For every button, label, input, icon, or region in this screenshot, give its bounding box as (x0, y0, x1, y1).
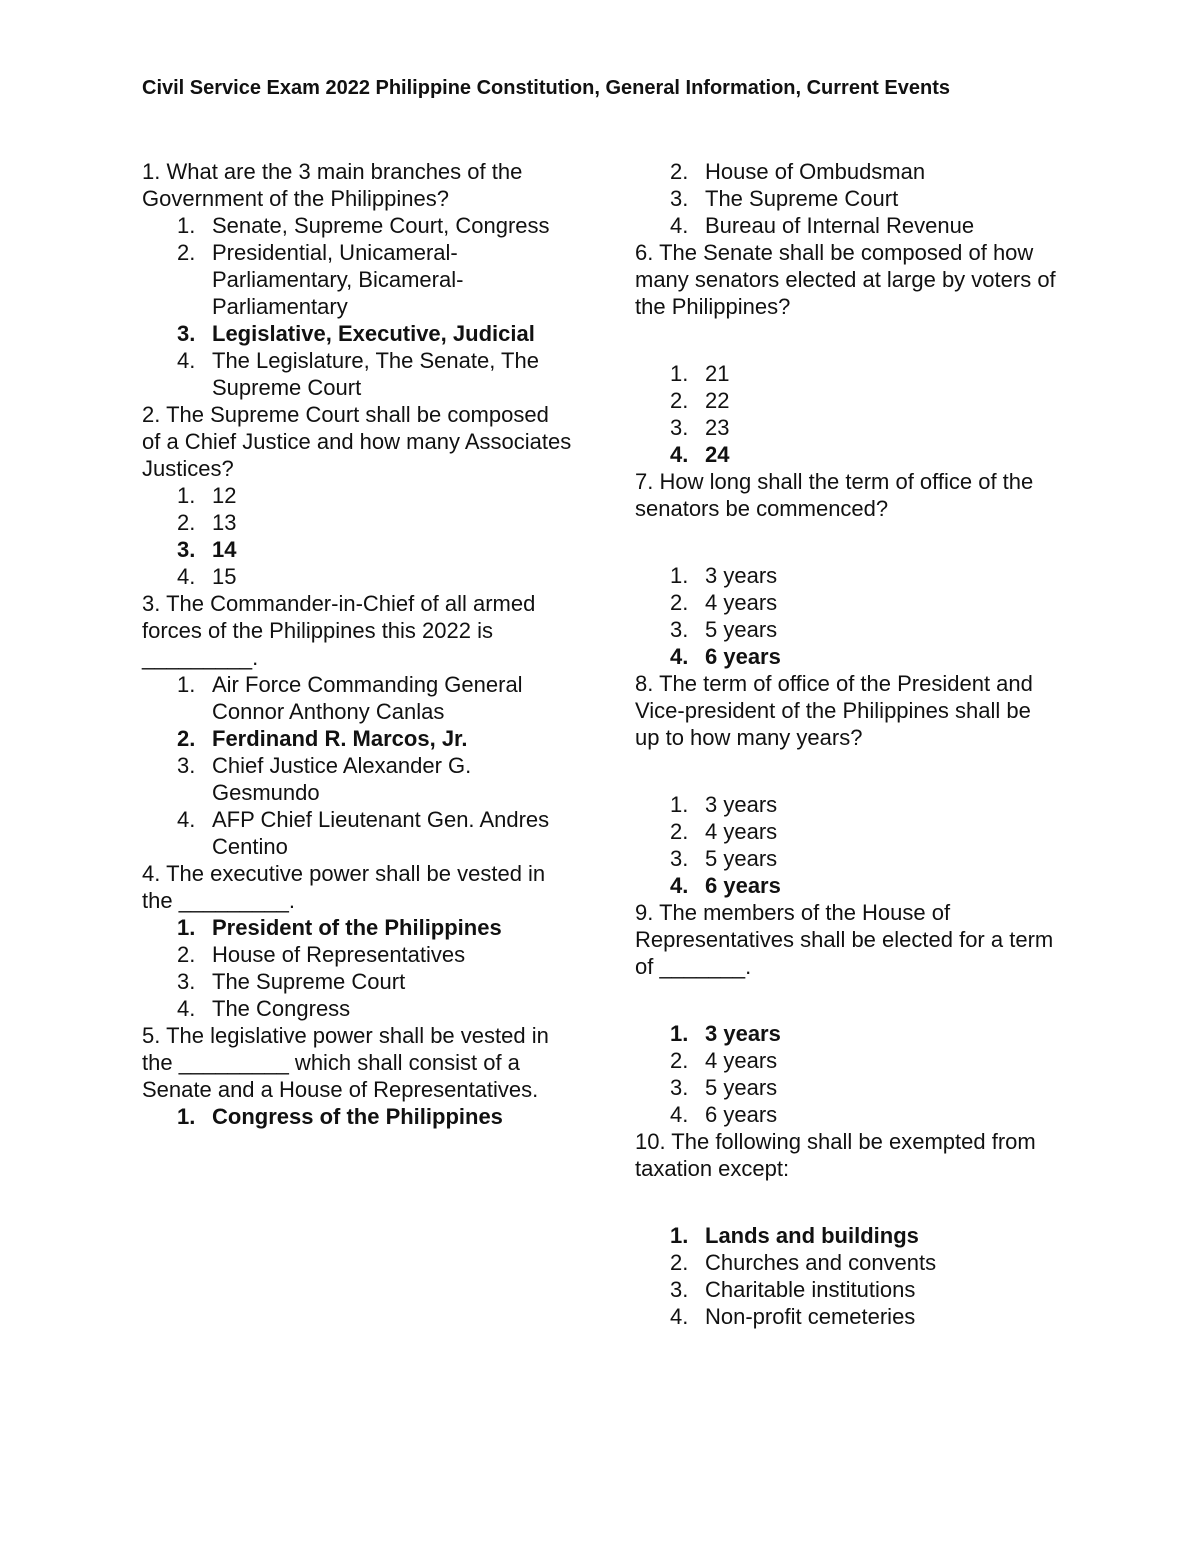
option: 3. Charitable institutions (670, 1277, 916, 1302)
question-7: 7. How long shall the term of office of the senators be commenced? (635, 469, 1034, 521)
option: 1. 3 years (670, 563, 778, 588)
option: 4. Bureau of Internal Revenue (670, 213, 975, 238)
question-4: 4. The executive power shall be vested in the _________. (142, 861, 546, 913)
option: 2. House of Representatives (177, 942, 466, 967)
option: 4. 6 years (670, 1102, 778, 1127)
option: 1. Senate, Supreme Court, Congress (177, 213, 550, 238)
question-3: 3. The Commander-in-Chief of all armed forces of the Philippines this 2022 is _________. (142, 591, 536, 670)
question-3-options (142, 671, 572, 860)
right-column (635, 158, 1060, 1330)
option: 4. The Legislature, The Senate, The Supreme Court (177, 348, 539, 400)
option: 4. The Congress (177, 996, 351, 1021)
option: 2. 4 years (670, 1048, 778, 1073)
question-5-options (142, 1103, 572, 1130)
option: 2. 4 years (670, 819, 778, 844)
option: 3. The Supreme Court (177, 969, 406, 994)
document-title: Civil Service Exam 2022 Philippine Constitution, General Information, Current Events (142, 77, 950, 99)
option: 2. Presidential, Unicameral-Parliamentary, Bicameral-Parliamentary (177, 240, 464, 319)
question-5: 5. The legislative power shall be vested in the _________ which shall consist of a Senate and a House of Representatives. (142, 1023, 549, 1102)
question-6-options (635, 360, 1060, 468)
option: 1. 12 (177, 483, 237, 508)
option-answer: 1. Congress of the Philippines (177, 1104, 503, 1129)
option: 2. 13 (177, 510, 237, 535)
option: 4. AFP Chief Lieutenant Gen. Andres Centino (177, 807, 550, 859)
option: 1. 3 years (670, 792, 778, 817)
option: 2. Churches and convents (670, 1250, 937, 1275)
option-answer: 1. President of the Philippines (177, 915, 502, 940)
option-answer: 3. Legislative, Executive, Judicial (177, 321, 535, 346)
question-10: 10. The following shall be exempted from taxation except: (635, 1129, 1036, 1181)
question-8-options (635, 791, 1060, 899)
option: 4. Non-profit cemeteries (670, 1304, 916, 1329)
option: 3. The Supreme Court (670, 186, 899, 211)
option-answer: 2. Ferdinand R. Marcos, Jr. (177, 726, 468, 751)
option: 2. House of Ombudsman (670, 159, 926, 184)
option-answer: 1. Lands and buildings (670, 1223, 919, 1248)
question-1-options (142, 212, 572, 401)
option: 3. Chief Justice Alexander G. Gesmundo (177, 753, 472, 805)
option-answer: 4. 6 years (670, 873, 781, 898)
question-5-options-continued (635, 158, 1060, 239)
question-2: 2. The Supreme Court shall be composed of a Chief Justice and how many Associates Justices? (142, 402, 572, 481)
question-4-options (142, 914, 572, 1022)
left-column (142, 158, 572, 1130)
question-10-options (635, 1222, 1060, 1330)
option-answer: 4. 24 (670, 442, 730, 467)
question-2-options (142, 482, 572, 590)
option-answer: 1. 3 years (670, 1021, 781, 1046)
option: 3. 23 (670, 415, 730, 440)
question-9: 9. The members of the House of Representatives shall be elected for a term of _______. (635, 900, 1054, 979)
option: 1. 21 (670, 361, 730, 386)
option: 4. 15 (177, 564, 237, 589)
question-7-options (635, 562, 1060, 670)
option: 3. 5 years (670, 1075, 778, 1100)
question-6: 6. The Senate shall be composed of how many senators elected at large by voters of the Philippines? (635, 240, 1056, 319)
option-answer: 3. 14 (177, 537, 237, 562)
option: 3. 5 years (670, 617, 778, 642)
option: 1. Air Force Commanding General Connor Anthony Canlas (177, 672, 523, 724)
option-answer: 4. 6 years (670, 644, 781, 669)
question-8: 8. The term of office of the President and Vice-president of the Philippines shall be up to how many years? (635, 671, 1033, 750)
option: 2. 4 years (670, 590, 778, 615)
question-9-options (635, 1020, 1060, 1128)
option: 3. 5 years (670, 846, 778, 871)
option: 2. 22 (670, 388, 730, 413)
question-1: 1. What are the 3 main branches of the Government of the Philippines? (142, 159, 523, 211)
